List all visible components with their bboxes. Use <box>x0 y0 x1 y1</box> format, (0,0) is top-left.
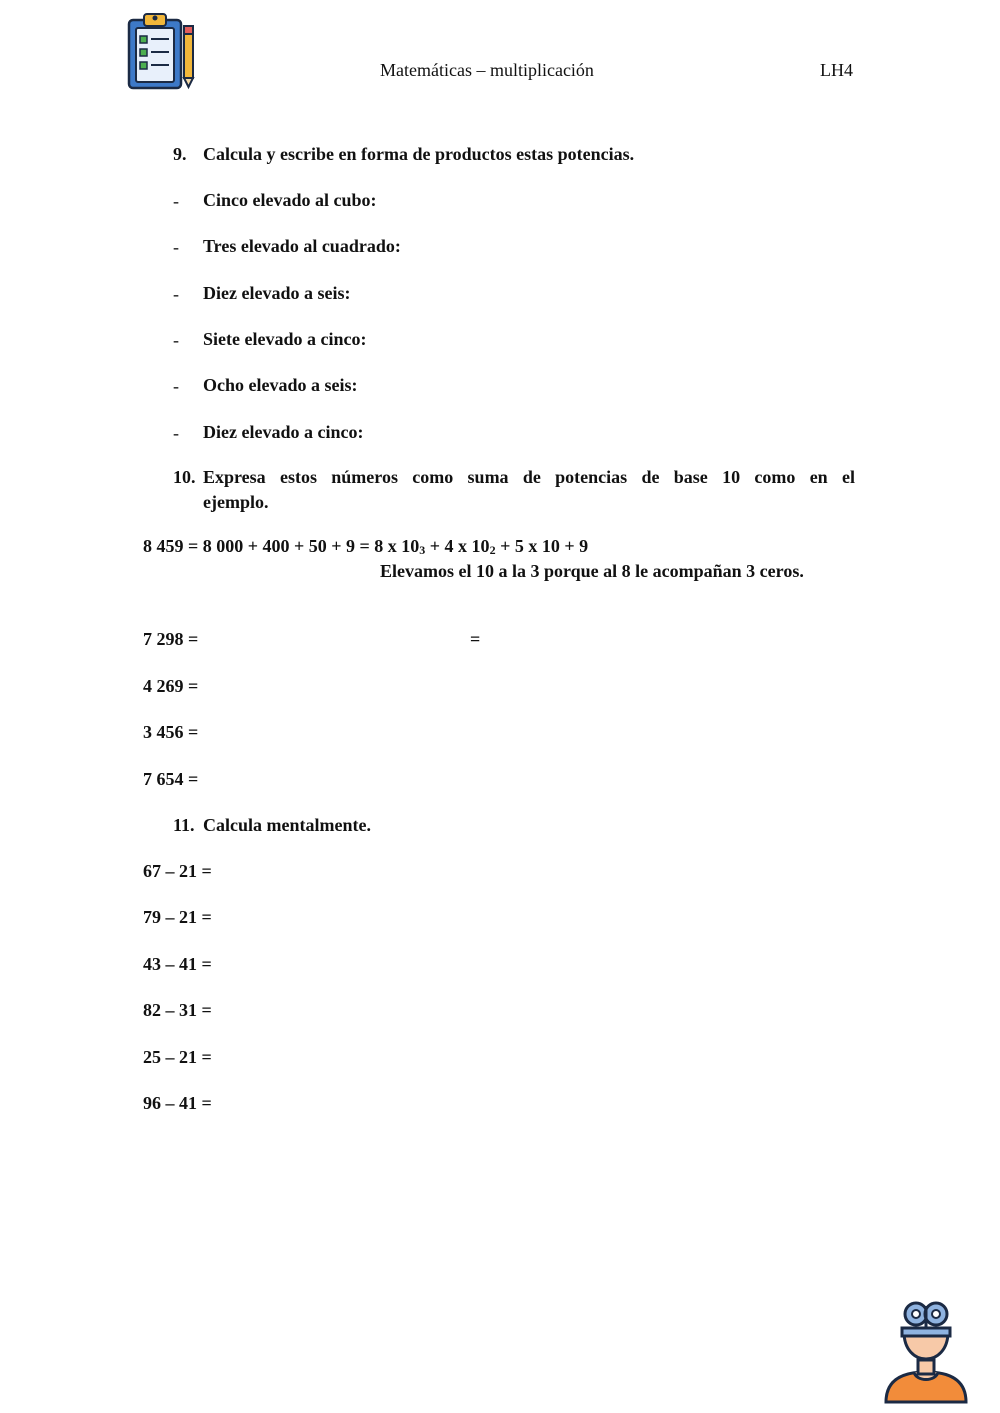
q9-item: Diez elevado a cinco: <box>203 422 364 442</box>
q10-title-line2: ejemplo. <box>203 492 269 512</box>
q9-dash: - <box>173 330 179 350</box>
q9-number: 9. <box>173 144 187 164</box>
q9-dash: - <box>173 423 179 443</box>
q10-title-line1: Expresa estos números como suma de potencias de base 10 como en el <box>203 467 855 487</box>
q11-number: 11. <box>173 815 195 835</box>
q10-row: 7 298 = <box>143 629 199 649</box>
example-part: 8 459 = 8 000 + 400 + 50 + 9 = 8 x 10 <box>143 536 420 556</box>
q11-row: 79 – 21 = <box>143 907 212 927</box>
q11-row: 43 – 41 = <box>143 954 212 974</box>
q9-title: Calcula y escribe en forma de productos estas potencias. <box>203 144 635 164</box>
q11-title: Calcula mentalmente. <box>203 815 371 835</box>
header-title: Matemáticas – multiplicación <box>380 60 594 80</box>
clipboard-checklist-icon <box>126 12 198 90</box>
q9-dash: - <box>173 284 179 304</box>
q11-row: 82 – 31 = <box>143 1000 212 1020</box>
q9-item: Cinco elevado al cubo: <box>203 190 377 210</box>
q10-number: 10. <box>173 467 196 487</box>
q9-item: Tres elevado al cuadrado: <box>203 236 401 256</box>
q11-row: 25 – 21 = <box>143 1047 212 1067</box>
q9-item: Siete elevado a cinco: <box>203 329 367 349</box>
q9-dash: - <box>173 191 179 211</box>
example-exponent: 2 <box>489 543 496 557</box>
q10-example <box>143 536 588 558</box>
student-avatar-icon <box>880 1298 972 1404</box>
q10-row: 3 456 = <box>143 722 199 742</box>
q10-row: 7 654 = <box>143 769 199 789</box>
q9-item: Ocho elevado a seis: <box>203 375 358 395</box>
q11-row: 67 – 21 = <box>143 861 212 881</box>
q11-row: 96 – 41 = <box>143 1093 212 1113</box>
header-code: LH4 <box>820 60 853 80</box>
example-exponent: 3 <box>419 543 426 557</box>
example-part: + 4 x 10 <box>425 536 490 556</box>
q9-item: Diez elevado a seis: <box>203 283 351 303</box>
q9-dash: - <box>173 376 179 396</box>
q10-note: Elevamos el 10 a la 3 porque al 8 le acompañan 3 ceros. <box>380 561 804 581</box>
example-part: + 5 x 10 + 9 <box>495 536 589 556</box>
q10-row: 4 269 = <box>143 676 199 696</box>
q9-dash: - <box>173 237 179 257</box>
q10-extra-equals: = <box>470 629 481 649</box>
